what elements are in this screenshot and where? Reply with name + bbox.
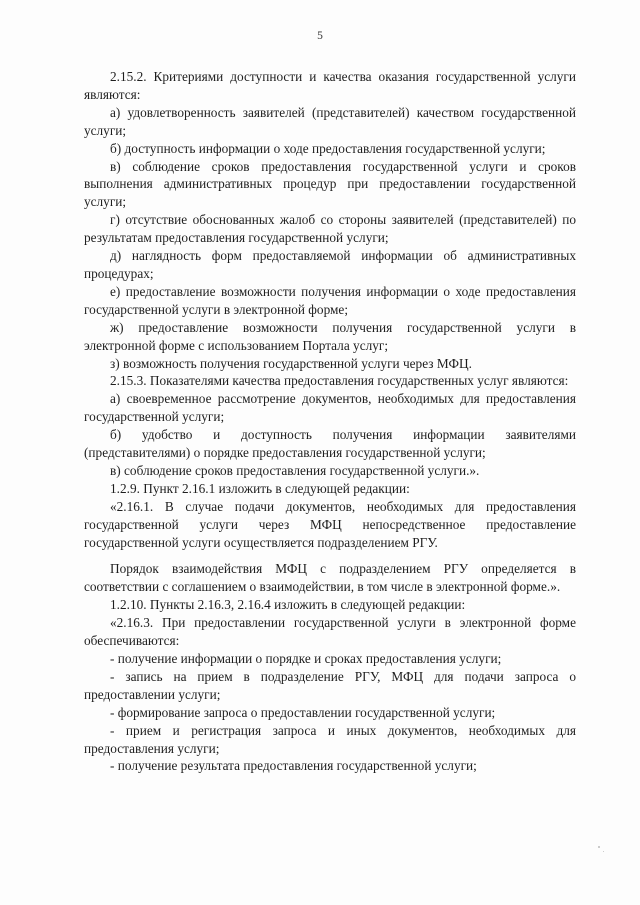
paragraph-1-2-10: 1.2.10. Пункты 2.16.3, 2.16.4 изложить в следующей редакции: [110,597,466,613]
paragraph-item-g: г) отсутствие обоснованных жалоб со стороны заявителей (представителей) по результатам предоставления государственной услуги; [84,212,576,246]
document-body [84,68,576,775]
paragraph-quality-a: а) своевременное рассмотрение документов, необходимых для предоставления государственной услуги; [84,391,576,425]
paragraph-item-b: б) доступность информации о ходе предоставления государственной услуги; [110,140,546,156]
paragraph-2-15-2: 2.15.2. Критериями доступности и качества оказания государственной услуги являются: [84,69,576,102]
paragraph-interaction-order: Порядок взаимодействия МФЦ с подразделением РГУ определяется в соответствии с соглашением о взаимодействии, в том числе в электронной форме.». [84,561,576,595]
paragraph-1-2-9: 1.2.9. Пункт 2.16.1 изложить в следующей редакции: [110,480,410,496]
list-item-appointment: - запись на прием в подразделение РГУ, МФЦ для подачи запроса о предоставлении услуги; [84,668,576,702]
paragraph-item-a: а) удовлетворенность заявителей (представителей) качеством государственной услуги; [84,104,576,138]
paragraph-2-16-3: «2.16.3. При предоставлении государственной услуги в электронной форме обеспечиваются: [84,615,576,649]
paragraph-2-16-1: «2.16.1. В случае подачи документов, необходимых для предоставления государственной услуги через МФЦ непосредственное предоставление государственной услуги осуществляется подразделением РГУ. [84,498,576,550]
paragraph-item-d: д) наглядность форм предоставляемой информации об административных процедурах; [84,248,576,281]
paragraph-quality-b: б) удобство и доступность получения информации заявителями (представителями) о порядке предоставления государственной услуги; [84,427,576,461]
list-item-result: - получение результата предоставления государственной услуги; [110,758,477,774]
list-item-registration: - прием и регистрация запроса и иных документов, необходимых для предоставления услуги; [84,722,576,756]
page-number: 5 [317,30,323,42]
paragraph-2-15-3: 2.15.3. Показателями качества предоставления государственных услуг являются: [110,373,569,389]
paragraph-item-zh: ж) предоставление возможности получения государственной услуги в электронной форме с использованием Портала услуг; [84,319,576,353]
paragraph-item-v: в) соблюдение сроков предоставления государственной услуги и сроков выполнения административных процедур при предоставлении государственной услуги; [84,158,576,210]
paragraph-quality-v: в) соблюдение сроков предоставления государственной услуги.». [110,462,480,478]
paragraph-item-z: з) возможность получения государственной услуги через МФЦ. [110,355,472,371]
scan-speck [603,851,604,852]
paragraph-item-e: е) предоставление возможности получения информации о ходе предоставления государственной услуги в электронной форме; [84,283,576,317]
scan-speck [598,846,600,848]
list-item-info: - получение информации о порядке и сроках предоставления услуги; [110,651,502,666]
list-item-request-form: - формирование запроса о предоставлении государственной услуги; [110,704,496,720]
